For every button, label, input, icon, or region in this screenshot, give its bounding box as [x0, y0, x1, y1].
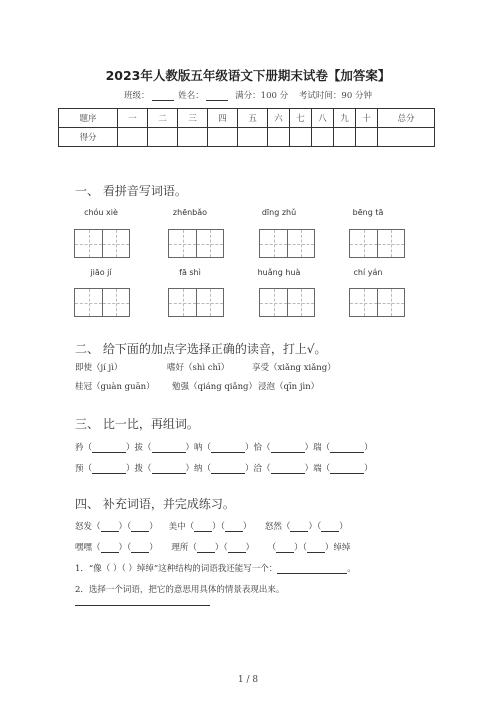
pinyin-label: chóu xiè — [84, 208, 118, 217]
pinyin-label: fā shì — [179, 268, 201, 277]
header-cell: 八 — [312, 109, 334, 128]
compare-row-1: 矜（ ）拔（ ）呐（ ）恰（ ）瑞（ ） — [75, 443, 373, 453]
score-cell[interactable] — [268, 128, 290, 147]
answer-blank[interactable] — [211, 443, 245, 453]
answer-blank[interactable] — [211, 464, 245, 474]
score-cell[interactable] — [148, 128, 178, 147]
score-cell[interactable] — [378, 128, 435, 147]
answer-blank[interactable] — [271, 464, 305, 474]
header-cell: 一 — [118, 109, 148, 128]
score-cell[interactable] — [178, 128, 208, 147]
answer-blank[interactable] — [307, 543, 325, 553]
writing-box[interactable] — [74, 288, 130, 317]
answer-blank[interactable] — [330, 443, 364, 453]
answer-blank[interactable] — [152, 443, 186, 453]
page-number: 1 / 8 — [237, 675, 259, 685]
score-cell[interactable] — [312, 128, 334, 147]
score-cell[interactable] — [334, 128, 356, 147]
full-score: 满分：100 分 — [235, 91, 289, 101]
score-cell[interactable] — [118, 128, 148, 147]
section-4-heading: 四、 补充词语，并完成练习。 — [75, 497, 235, 511]
score-table — [58, 108, 435, 147]
answer-blank[interactable] — [92, 464, 126, 474]
answer-blank[interactable] — [276, 543, 294, 553]
section-2-heading: 二、 给下面的加点字选择正确的读音，打上√。 — [75, 342, 327, 356]
score-cell[interactable] — [208, 128, 238, 147]
pronunciation-item[interactable]: 嗜好（shì chī） — [167, 363, 230, 373]
score-header-row — [59, 109, 435, 128]
answer-blank[interactable] — [277, 564, 347, 574]
answer-blank[interactable] — [131, 522, 149, 532]
answer-blank[interactable] — [152, 464, 186, 474]
score-row — [59, 128, 435, 147]
writing-box[interactable] — [74, 229, 130, 258]
answer-blank[interactable] — [92, 443, 126, 453]
pinyin-label: huǎng huà — [257, 268, 301, 277]
writing-box[interactable] — [259, 229, 315, 258]
answer-blank[interactable] — [330, 464, 364, 474]
header-cell: 二 — [148, 109, 178, 128]
answer-blank[interactable] — [197, 543, 215, 553]
class-label: 班级： — [124, 91, 150, 101]
page-title: 2023年人教版五年级语文下册期末试卷【加答案】 — [105, 68, 391, 83]
header-cell: 总分 — [378, 109, 435, 128]
pinyin-label: jiāo jí — [90, 268, 112, 277]
score-cell[interactable] — [290, 128, 312, 147]
compare-row-2: 预（ ）拨（ ）纳（ ）洽（ ）端（ ） — [75, 464, 373, 474]
idiom-row-2: 嘿嘿（ ）（ ） 理所（ ）（ ） （ ）（ ）绰绰 — [75, 543, 351, 553]
answer-blank[interactable] — [321, 522, 339, 532]
answer-blank[interactable] — [131, 543, 149, 553]
writing-box[interactable] — [349, 229, 405, 258]
score-cell[interactable] — [238, 128, 268, 147]
name-label: 姓名： — [178, 91, 204, 101]
name-blank[interactable] — [206, 91, 228, 101]
header-cell: 五 — [238, 109, 268, 128]
exam-info — [0, 89, 496, 101]
exam-time: 考试时间：90 分钟 — [298, 91, 372, 101]
header-cell: 四 — [208, 109, 238, 128]
writing-box[interactable] — [168, 288, 224, 317]
answer-blank[interactable] — [228, 543, 246, 553]
answer-blank[interactable] — [290, 522, 308, 532]
section-3-heading: 三、 比一比，再组词。 — [75, 417, 199, 431]
pronunciation-item[interactable]: 桂冠（guàn guān） — [75, 382, 155, 392]
score-cell[interactable] — [356, 128, 378, 147]
question-1: 1．“像（ ）（ ）绰绰”这种结构的词语我还能写一个： 。 — [75, 564, 356, 574]
answer-blank[interactable] — [225, 522, 243, 532]
header-cell: 三 — [178, 109, 208, 128]
header-cell: 七 — [290, 109, 312, 128]
header-cell: 九 — [334, 109, 356, 128]
answer-line[interactable] — [75, 605, 210, 606]
header-cell: 六 — [268, 109, 290, 128]
answer-blank[interactable] — [271, 443, 305, 453]
pronunciation-item[interactable]: 勉强（qiáng qiǎng） — [172, 382, 257, 392]
answer-blank[interactable] — [194, 522, 212, 532]
pronunciation-item[interactable]: 即使（jí jì） — [75, 363, 123, 373]
header-cell: 题序 — [59, 109, 118, 128]
answer-blank[interactable] — [101, 543, 119, 553]
pinyin-label: zhēnbǎo — [172, 208, 208, 217]
pinyin-label: chí yán — [353, 268, 383, 277]
writing-box[interactable] — [349, 288, 405, 317]
question-2: 2．选择一个词语，把它的意思用具体的情景表现出来。 — [75, 585, 285, 595]
section-1-heading: 一、 看拼音写词语。 — [75, 184, 187, 198]
pinyin-label: dīng zhǔ — [261, 208, 297, 217]
idiom-row-1: 怒发（ ）（ ） 美中（ ）（ ） 怒然（ ）（ ） — [75, 522, 348, 532]
pinyin-label: bēng tā — [352, 208, 384, 217]
writing-box[interactable] — [259, 288, 315, 317]
pronunciation-item[interactable]: 浸泡（qīn jìn） — [258, 382, 320, 392]
class-blank[interactable] — [152, 91, 174, 101]
pronunciation-item[interactable]: 享受（xiǎng xiǎng） — [252, 363, 336, 373]
writing-box[interactable] — [168, 229, 224, 258]
score-row-label: 得分 — [59, 128, 118, 147]
header-cell: 十 — [356, 109, 378, 128]
answer-blank[interactable] — [101, 522, 119, 532]
